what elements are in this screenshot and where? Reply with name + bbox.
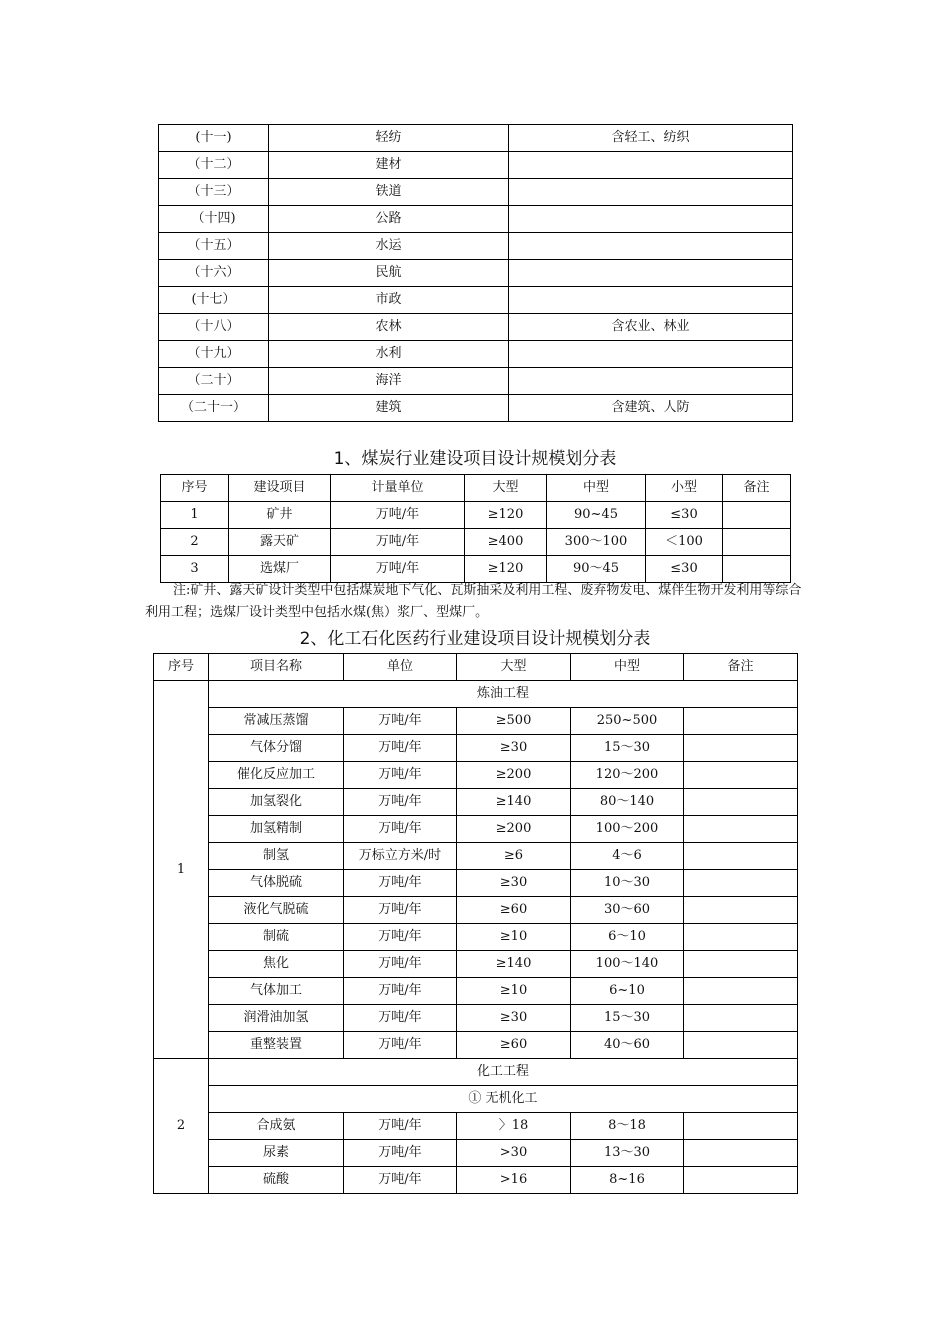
table-cell: 3 [161, 556, 229, 583]
column-header: 大型 [457, 654, 571, 681]
table-cell [684, 735, 798, 762]
table-cell: 13～30 [571, 1140, 684, 1167]
column-header: 项目名称 [209, 654, 344, 681]
table-row [154, 1032, 798, 1059]
table-cell: ≥120 [465, 502, 547, 529]
table-cell [684, 1167, 798, 1194]
table-cell: 万吨/年 [344, 870, 457, 897]
table-cell: 〉18 [457, 1113, 571, 1140]
table-row [159, 395, 793, 422]
industry-cell: 建筑 [269, 395, 509, 422]
table-cell: 万吨/年 [344, 1167, 457, 1194]
table-cell: 加氢精制 [209, 816, 344, 843]
table-cell: 万吨/年 [344, 1113, 457, 1140]
column-header: 序号 [154, 654, 209, 681]
table-cell: ≥200 [457, 816, 571, 843]
table-cell [684, 870, 798, 897]
table-cell: 万吨/年 [331, 529, 465, 556]
chemical-table-title: 2、化工石化医药行业建设项目设计规模划分表 [299, 629, 651, 649]
column-header: 中型 [571, 654, 684, 681]
table-cell: 万标立方米/时 [344, 843, 457, 870]
table-row [159, 341, 793, 368]
table-cell: 制硫 [209, 924, 344, 951]
seq-cell: (十七） [159, 287, 269, 314]
table-cell: 万吨/年 [331, 556, 465, 583]
table-cell: ≥200 [457, 762, 571, 789]
table-cell [684, 816, 798, 843]
table-cell [684, 708, 798, 735]
industry-cell: 公路 [269, 206, 509, 233]
seq-cell: （二十一） [159, 395, 269, 422]
note-cell [509, 152, 793, 179]
header-row [161, 475, 791, 502]
group-title-row [154, 681, 798, 708]
table-cell: 合成氨 [209, 1113, 344, 1140]
table-cell: 万吨/年 [344, 1140, 457, 1167]
table-row [161, 502, 791, 529]
column-header: 序号 [161, 475, 229, 502]
column-header: 备注 [723, 475, 791, 502]
industry-cell: 市政 [269, 287, 509, 314]
industry-cell: 建材 [269, 152, 509, 179]
table-cell: 催化反应加工 [209, 762, 344, 789]
table-row [154, 816, 798, 843]
column-header: 计量单位 [331, 475, 465, 502]
table-row [154, 870, 798, 897]
table-cell: 120～200 [571, 762, 684, 789]
column-header: 备注 [684, 654, 798, 681]
column-header: 小型 [646, 475, 723, 502]
industry-cell: 民航 [269, 260, 509, 287]
seq-cell: （十四) [159, 206, 269, 233]
note-cell: 含农业、林业 [509, 314, 793, 341]
table-cell: 选煤厂 [229, 556, 331, 583]
table-cell: 8～18 [571, 1113, 684, 1140]
table-cell: 300～100 [547, 529, 646, 556]
table-row [159, 125, 793, 152]
table-cell: 气体分馏 [209, 735, 344, 762]
table-row [154, 951, 798, 978]
table-cell: 6~10 [571, 978, 684, 1005]
table-cell: 8~16 [571, 1167, 684, 1194]
table-cell: ≥30 [457, 870, 571, 897]
table-cell: 万吨/年 [344, 816, 457, 843]
industry-cell: 农林 [269, 314, 509, 341]
table-row [154, 1140, 798, 1167]
group-title: 化工工程 [209, 1059, 798, 1086]
table-row [159, 368, 793, 395]
table-cell: 万吨/年 [344, 762, 457, 789]
table-row [154, 1113, 798, 1140]
table-row [161, 556, 791, 583]
industry-cell: 铁道 [269, 179, 509, 206]
table-cell: 尿素 [209, 1140, 344, 1167]
table-cell [723, 529, 791, 556]
seq-cell: （十八） [159, 314, 269, 341]
seq-cell: （十二） [159, 152, 269, 179]
column-header: 中型 [547, 475, 646, 502]
table-cell: ≥6 [457, 843, 571, 870]
table-cell [684, 1140, 798, 1167]
table-cell: 常减压蒸馏 [209, 708, 344, 735]
industry-cell: 海洋 [269, 368, 509, 395]
table-row [159, 314, 793, 341]
table-cell: 万吨/年 [331, 502, 465, 529]
table-cell: 万吨/年 [344, 978, 457, 1005]
table-cell [684, 843, 798, 870]
note-cell [509, 233, 793, 260]
table-row [154, 762, 798, 789]
table-cell [684, 924, 798, 951]
table-row [159, 179, 793, 206]
table-cell: ≥60 [457, 1032, 571, 1059]
table-cell [684, 951, 798, 978]
table-cell: ≥10 [457, 924, 571, 951]
group-number: 2 [154, 1059, 209, 1194]
table-cell: 万吨/年 [344, 924, 457, 951]
industry-table [158, 124, 793, 422]
seq-cell: (十一) [159, 125, 269, 152]
table-cell: 15～30 [571, 1005, 684, 1032]
table-cell: ≥60 [457, 897, 571, 924]
table-cell [723, 502, 791, 529]
table-cell: 液化气脱硫 [209, 897, 344, 924]
column-header: 建设项目 [229, 475, 331, 502]
note-cell [509, 287, 793, 314]
group-title: 炼油工程 [209, 681, 798, 708]
table-row [154, 735, 798, 762]
table-cell [684, 789, 798, 816]
table-cell: 90~45 [547, 502, 646, 529]
table-cell: 万吨/年 [344, 897, 457, 924]
subgroup-title: ① 无机化工 [209, 1086, 798, 1113]
table-cell: 重整装置 [209, 1032, 344, 1059]
table-row [159, 287, 793, 314]
header-row [154, 654, 798, 681]
table-cell: 润滑油加氢 [209, 1005, 344, 1032]
table-cell [684, 897, 798, 924]
table-row [154, 924, 798, 951]
table-cell: ≥30 [457, 735, 571, 762]
table-cell: 气体加工 [209, 978, 344, 1005]
coal-table-title: 1、煤炭行业建设项目设计规模划分表 [333, 449, 617, 469]
table-cell: 4～6 [571, 843, 684, 870]
table-cell: 硫酸 [209, 1167, 344, 1194]
industry-cell: 轻纺 [269, 125, 509, 152]
seq-cell: （二十） [159, 368, 269, 395]
table-cell: ≤30 [646, 556, 723, 583]
table-cell: 250~500 [571, 708, 684, 735]
table-cell [684, 1032, 798, 1059]
table-cell: 万吨/年 [344, 708, 457, 735]
table-cell: ≥140 [457, 789, 571, 816]
table-cell: 露天矿 [229, 529, 331, 556]
table-cell: 90～45 [547, 556, 646, 583]
seq-cell: （十九） [159, 341, 269, 368]
note-cell [509, 368, 793, 395]
note-cell [509, 179, 793, 206]
table-cell: 加氢裂化 [209, 789, 344, 816]
table-row [154, 1005, 798, 1032]
table-row [159, 233, 793, 260]
table-cell [684, 1113, 798, 1140]
table-cell: 制氢 [209, 843, 344, 870]
table-cell: 100～140 [571, 951, 684, 978]
table-row [154, 843, 798, 870]
group-title-row [154, 1059, 798, 1086]
table-cell [684, 762, 798, 789]
table-cell: >16 [457, 1167, 571, 1194]
table-cell: 80～140 [571, 789, 684, 816]
chemical-table [153, 653, 798, 1194]
column-header: 单位 [344, 654, 457, 681]
table-cell: 万吨/年 [344, 735, 457, 762]
table-cell: ≥10 [457, 978, 571, 1005]
table-cell: 10～30 [571, 870, 684, 897]
seq-cell: （十六） [159, 260, 269, 287]
table-cell: 2 [161, 529, 229, 556]
table-row [154, 708, 798, 735]
coal-table-note: 注:矿井、露天矿设计类型中包括煤炭地下气化、瓦斯抽采及利用工程、废弃物发电、煤伴生物开发利用等综合利用工程；选煤厂设计类型中包括水煤(焦）浆厂、型煤厂。 [145, 583, 802, 620]
table-cell: 15～30 [571, 735, 684, 762]
table-cell: ≥30 [457, 1005, 571, 1032]
table-cell: 万吨/年 [344, 789, 457, 816]
seq-cell: （十五） [159, 233, 269, 260]
column-header: 大型 [465, 475, 547, 502]
table-row [159, 152, 793, 179]
table-cell: ≥120 [465, 556, 547, 583]
table-row [154, 1167, 798, 1194]
table-cell: ≤30 [646, 502, 723, 529]
group-number: 1 [154, 681, 209, 1059]
table-cell: ≥400 [465, 529, 547, 556]
table-cell [684, 1005, 798, 1032]
table-cell [684, 978, 798, 1005]
table-row [159, 260, 793, 287]
note-cell [509, 260, 793, 287]
coal-table [160, 474, 791, 583]
subgroup-title-row [154, 1086, 798, 1113]
table-row [154, 978, 798, 1005]
note-cell: 含轻工、纺织 [509, 125, 793, 152]
table-cell: 万吨/年 [344, 951, 457, 978]
table-row [161, 529, 791, 556]
table-row [159, 206, 793, 233]
table-cell: 气体脱硫 [209, 870, 344, 897]
table-cell: ≥140 [457, 951, 571, 978]
industry-cell: 水利 [269, 341, 509, 368]
table-cell: 40～60 [571, 1032, 684, 1059]
table-cell: 矿井 [229, 502, 331, 529]
table-cell: 万吨/年 [344, 1005, 457, 1032]
table-cell: 万吨/年 [344, 1032, 457, 1059]
table-cell: ＜100 [646, 529, 723, 556]
industry-cell: 水运 [269, 233, 509, 260]
note-cell [509, 206, 793, 233]
note-cell [509, 341, 793, 368]
seq-cell: （十三） [159, 179, 269, 206]
table-cell: 焦化 [209, 951, 344, 978]
table-cell: 100～200 [571, 816, 684, 843]
table-cell: >30 [457, 1140, 571, 1167]
table-row [154, 789, 798, 816]
table-cell: ≥500 [457, 708, 571, 735]
note-cell: 含建筑、人防 [509, 395, 793, 422]
table-cell: 30～60 [571, 897, 684, 924]
table-cell [723, 556, 791, 583]
table-cell: 6～10 [571, 924, 684, 951]
table-row [154, 897, 798, 924]
table-cell: 1 [161, 502, 229, 529]
